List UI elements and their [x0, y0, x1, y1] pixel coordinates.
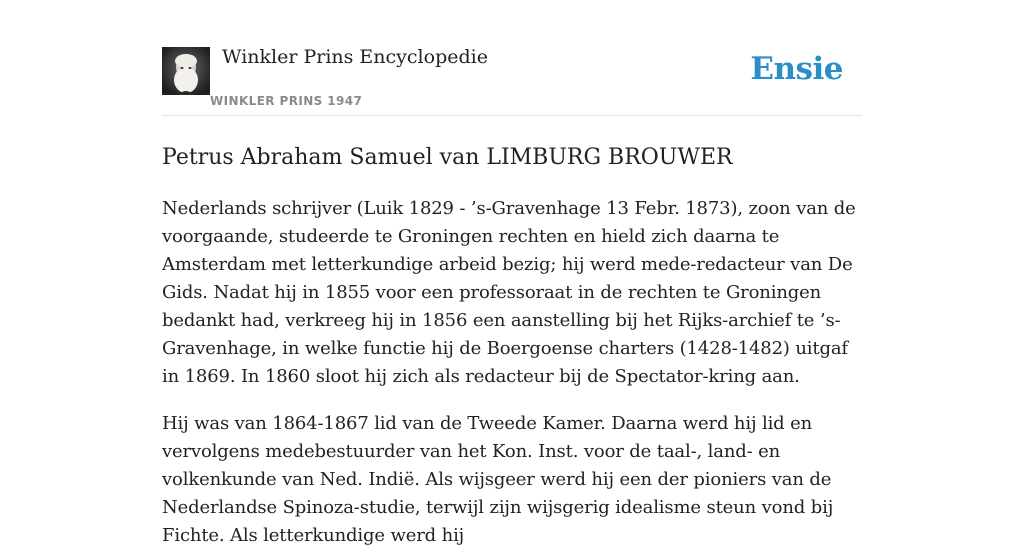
source-header [162, 0, 862, 116]
ensie-logo[interactable]: Ensie [750, 51, 843, 87]
article-title: Petrus Abraham Samuel van LIMBURG BROUWER [162, 145, 733, 170]
portrait-avatar-icon[interactable] [162, 47, 210, 95]
article-paragraph: Hij was van 1864-1867 lid van de Tweede Kamer. Daarna werd hij lid en vervolgens medebestuurder van het Kon. Inst. voor de taal-, land- en volkenkunde van Ned. Indië. Als wijsgeer werd hij een der pioniers van de Nederlandse Spinoza-studie, terwijl zijn wijsgerig idealisme steun vond bij Fichte. Als letterkundige werd hij [162, 413, 834, 546]
article-body [162, 195, 862, 550]
source-title[interactable]: Winkler Prins Encyclopedie [222, 46, 488, 68]
article-paragraph: Nederlands schrijver (Luik 1829 - ’s-Gravenhage 13 Febr. 1873), zoon van de voorgaande, studeerde te Groningen rechten en hield zich daarna te Amsterdam met letterkundige arbeid bezig; hij werd mede-redacteur van De Gids. Nadat hij in 1855 voor een professoraat in de rechten te Groningen bedankt had, verkreeg hij in 1856 een aanstelling bij het Rijks-archief te ’s-Gravenhage, in welke functie hij de Boergoense charters (1428-1482) uitgaf in 1869. In 1860 sloot hij zich als redacteur bij de Spectator-kring aan. [162, 198, 856, 387]
source-subtitle[interactable]: WINKLER PRINS 1947 [210, 94, 363, 108]
article-page [162, 0, 862, 546]
